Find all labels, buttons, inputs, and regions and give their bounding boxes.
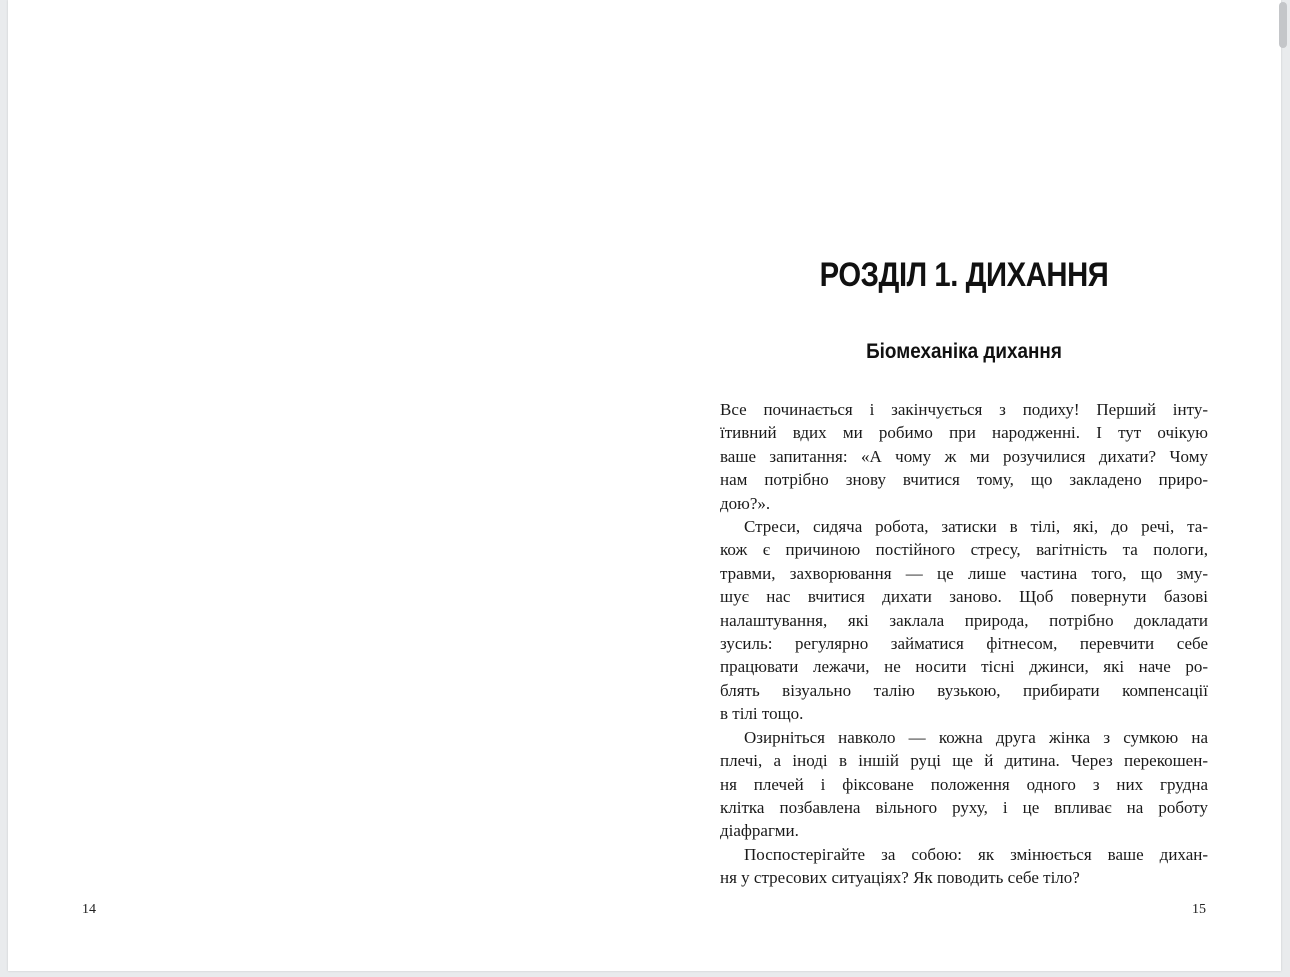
text-line: ня плечей і фіксоване положення одного з них грудна — [720, 774, 1208, 794]
text-line: плечі, а іноді в іншій руці ще й дитина. Через перекошен- — [720, 751, 1208, 771]
text-line: клітка позбавлена вільного руху, і це впливає на роботу — [720, 797, 1208, 817]
text-line: ваше запитання: «А чому ж ми розучилися дихати? Чому — [720, 446, 1208, 466]
text-line: Озирніться навколо — кожна друга жінка з сумкою на — [744, 727, 1208, 747]
text-line: травми, захворювання — це лише частина того, що зму- — [720, 563, 1208, 583]
text-line: нам потрібно знову вчитися тому, що закладено приро- — [720, 470, 1208, 490]
paragraph — [720, 515, 1208, 726]
page-number-right: 15 — [1192, 902, 1206, 917]
book-spread — [8, 0, 1281, 971]
text-line: Все починається і закінчується з подиху! Перший інту- — [720, 400, 1208, 419]
text-line: зусиль: регулярно займатися фітнесом, перевчити себе — [720, 634, 1208, 654]
text-line: працювати лежачи, не носити тісні джинси, які наче ро- — [720, 657, 1208, 677]
text-line: дою?». — [720, 493, 771, 513]
right-page — [644, 0, 1281, 971]
vertical-scrollbar[interactable] — [1276, 0, 1290, 977]
paragraph — [720, 398, 1208, 515]
body-text — [720, 398, 1208, 890]
text-line: блять візуально талію вузькою, прибирати компенсації — [720, 680, 1208, 700]
paragraph — [720, 726, 1208, 843]
chapter-title: РОЗДІЛ 1. ДИХАННЯ — [819, 256, 1109, 294]
text-line: Поспостерігайте за собою: як змінюється ваше дихан- — [744, 844, 1208, 864]
text-line: ня у стресових ситуаціях? Як поводить себе тіло? — [720, 868, 1080, 888]
text-line: шує нас вчитися дихати заново. Щоб повернути базові — [720, 587, 1208, 607]
paragraph — [720, 843, 1208, 890]
text-line: налаштування, які заклала природа, потрібно докладати — [720, 610, 1208, 630]
text-line: в тілі тощо. — [720, 704, 804, 724]
text-line: діафрагми. — [720, 821, 799, 841]
text-line: кож є причиною постійного стресу, вагітність та пологи, — [720, 540, 1208, 560]
text-line: Стреси, сидяча робота, затиски в тілі, які, до речі, та- — [744, 517, 1208, 537]
left-page — [8, 0, 644, 971]
text-line: їтивний вдих ми робимо при народженні. І тут очікую — [720, 423, 1208, 443]
page-number-left: 14 — [82, 902, 96, 917]
scrollbar-thumb[interactable] — [1279, 2, 1287, 48]
section-title: Біомеханіка дихання — [866, 340, 1062, 363]
